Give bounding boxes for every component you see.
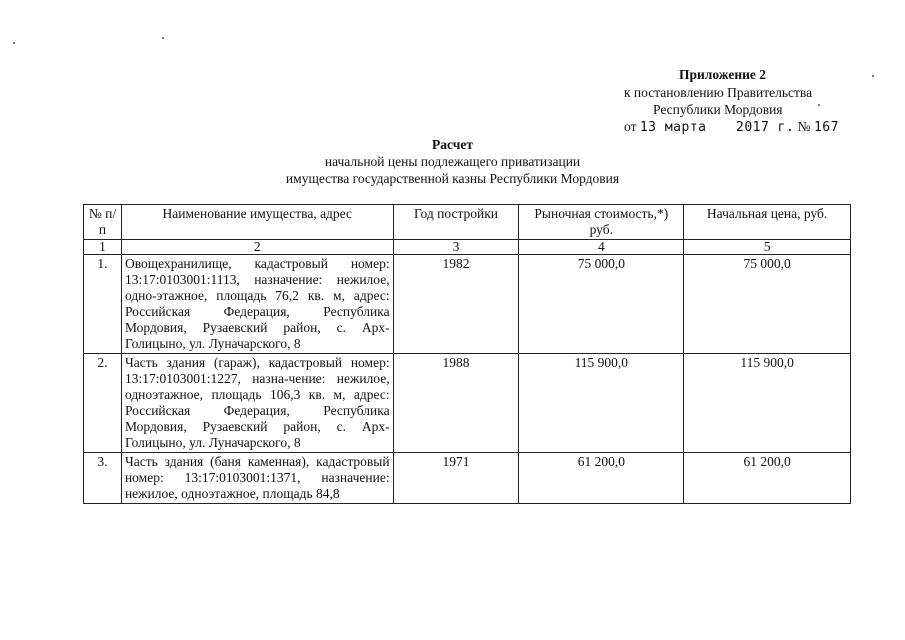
price-table	[83, 204, 851, 504]
column-index: 4	[519, 240, 684, 255]
row-market-value: 115 900,0	[519, 354, 684, 453]
column-index: 5	[684, 240, 851, 255]
row-year: 1988	[393, 354, 519, 453]
date-prefix: от	[624, 119, 637, 134]
doc-subtitle-1: начальной цены подлежащего приватизации	[324, 154, 581, 169]
row-year: 1982	[393, 255, 519, 354]
appendix-label: Приложение 2	[679, 67, 767, 82]
row-year: 1971	[393, 453, 519, 504]
doc-heading: Расчет	[432, 137, 473, 152]
scan-speck	[162, 37, 164, 39]
row-num: 1.	[84, 255, 122, 354]
row-name: Часть здания (гараж), кадастровый номер: 13:17:0103001:1227, назна-чение: нежилое, одноэтажное, площадь 106,3 кв. м, адрес: Российская Федерация, Республика Мордовия, Рузаевский район, с. Арх-Голицыно, ул. Луначарского, 8	[121, 354, 393, 453]
row-market-value: 61 200,0	[519, 453, 684, 504]
row-start-price: 61 200,0	[684, 453, 851, 504]
header-year: Год постройки	[393, 205, 519, 240]
date-day-month: 13 марта	[639, 120, 707, 135]
row-num: 3.	[84, 453, 122, 504]
header-start-price: Начальная цена, руб.	[684, 205, 851, 240]
resolution-date-line	[624, 118, 706, 136]
row-start-price: 75 000,0	[684, 255, 851, 354]
row-market-value: 75 000,0	[519, 255, 684, 354]
scan-speck	[13, 42, 15, 44]
table-row	[84, 354, 851, 453]
doc-subtitle-2: имущества государственной казны Республики Мордовия	[285, 171, 620, 186]
column-index: 2	[121, 240, 393, 255]
column-index-row	[84, 240, 851, 255]
scan-speck	[872, 75, 874, 77]
table-row	[84, 453, 851, 504]
column-index: 3	[393, 240, 519, 255]
table-header-row	[84, 205, 851, 240]
row-start-price: 115 900,0	[684, 354, 851, 453]
column-index: 1	[84, 240, 122, 255]
row-num: 2.	[84, 354, 122, 453]
date-year: 2017 г.	[736, 120, 795, 135]
scan-speck	[818, 104, 820, 106]
resolution-year-number	[736, 118, 839, 136]
row-name: Овощехранилище, кадастровый номер: 13:17:0103001:1113, назначение: нежилое, одно-этажное, площадь 76,2 кв. м, адрес: Российская Федерация, Республика Мордовия, Рузаевский район, с. Арх-Голицыно, ул. Луначарского, 8	[121, 255, 393, 354]
row-name: Часть здания (баня каменная), кадастровый номер: 13:17:0103001:1371, назначение: нежилое, одноэтажное, площадь 84,8	[121, 453, 393, 504]
header-name: Наименование имущества, адрес	[121, 205, 393, 240]
header-market-value: Рыночная стоимость,*) руб.	[519, 205, 684, 240]
resolution-line1: к постановлению Правительства	[624, 85, 813, 100]
header-num: № п/п	[84, 205, 122, 240]
number-sign: №	[797, 119, 811, 134]
resolution-line2: Республики Мордовия	[653, 102, 783, 117]
table-row	[84, 255, 851, 354]
number-value: 167	[813, 120, 839, 135]
